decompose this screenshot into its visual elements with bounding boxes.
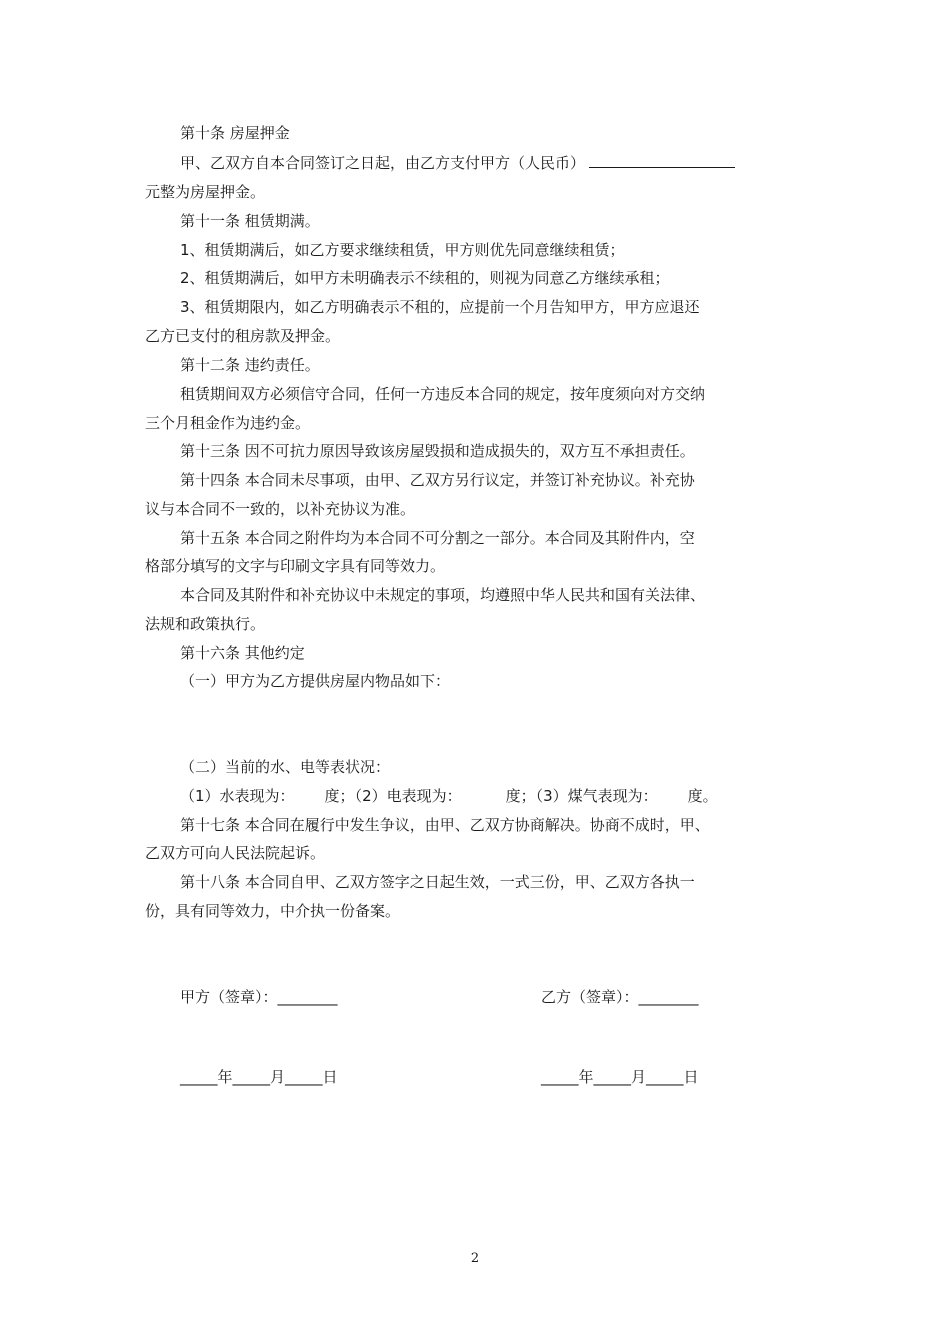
law-clause-line1: 本合同及其附件和补充协议中未规定的事项，均遵照中华人民共和国有关法律、 xyxy=(180,586,706,604)
article-13: 第十三条 因不可抗力原因导致该房屋毁损和造成损失的，双方互不承担责任。 xyxy=(180,442,695,460)
article-11-item-1: 1、租赁期满后，如乙方要求继续租赁，甲方则优先同意继续租赁； xyxy=(180,241,625,259)
party-b-date: _____年_____月_____日 xyxy=(541,1068,699,1086)
article-10-title: 第十条 房屋押金 xyxy=(180,124,290,142)
article-18-line1: 第十八条 本合同自甲、乙双方签字之日起生效，一式三份，甲、乙双方各执一 xyxy=(180,873,695,891)
gas-meter-unit: 度。 xyxy=(687,787,718,805)
party-a-date: _____年_____月_____日 xyxy=(180,1068,338,1086)
article-10-body-line1 xyxy=(180,153,735,173)
meter-readings xyxy=(180,786,718,806)
article-17-line2: 乙双方可向人民法院起诉。 xyxy=(145,844,326,862)
article-15-line2: 格部分填写的文字与印刷文字具有同等效力。 xyxy=(145,557,446,575)
article-16-item-1: （一）甲方为乙方提供房屋内物品如下： xyxy=(180,672,451,690)
article-11-title: 第十一条 租赁期满。 xyxy=(180,212,320,230)
article-14-line1: 第十四条 本合同未尽事项，由甲、乙双方另行议定，并签订补充协议。补充协 xyxy=(180,471,695,489)
electric-meter-label: （2）电表现为： xyxy=(354,787,462,805)
deposit-amount-blank xyxy=(589,153,735,168)
party-a-signature: 甲方（签章）：________ xyxy=(180,988,338,1006)
article-12-body-line2: 三个月租金作为违约金。 xyxy=(145,414,311,432)
article-16-title: 第十六条 其他约定 xyxy=(180,644,305,662)
article-17-line1: 第十七条 本合同在履行中发生争议，由甲、乙双方协商解决。协商不成时，甲、 xyxy=(180,816,710,834)
article-18-line2: 份，具有同等效力，中介执一份备案。 xyxy=(145,902,401,920)
electric-meter-unit: 度； xyxy=(505,787,536,805)
article-11-item-2: 2、租赁期满后，如甲方未明确表示不续租的，则视为同意乙方继续承租； xyxy=(180,269,670,287)
water-meter-label: （1）水表现为： xyxy=(180,787,295,805)
article-10-body-line2: 元整为房屋押金。 xyxy=(145,183,266,201)
gas-meter-label: （3）煤气表现为： xyxy=(535,787,658,805)
page-number: 2 xyxy=(470,1251,480,1266)
law-clause-line2: 法规和政策执行。 xyxy=(145,615,266,633)
article-15-line1: 第十五条 本合同之附件均为本合同不可分割之一部分。本合同及其附件内，空 xyxy=(180,529,695,547)
article-11-item-3-line2: 乙方已支付的租房款及押金。 xyxy=(145,327,341,345)
party-b-signature: 乙方（签章）：________ xyxy=(541,988,699,1006)
water-meter-unit: 度； xyxy=(324,787,355,805)
article-10-body-text: 甲、乙双方自本合同签订之日起，由乙方支付甲方（人民币） xyxy=(180,154,586,172)
article-11-item-3-line1: 3、租赁期限内，如乙方明确表示不租的，应提前一个月告知甲方，甲方应退还 xyxy=(180,298,700,316)
article-12-title: 第十二条 违约责任。 xyxy=(180,356,320,374)
article-14-line2: 议与本合同不一致的，以补充协议为准。 xyxy=(145,500,416,518)
article-16-item-2: （二）当前的水、电等表状况： xyxy=(180,758,391,776)
article-12-body-line1: 租赁期间双方必须信守合同，任何一方违反本合同的规定，按年度须向对方交纳 xyxy=(180,385,706,403)
